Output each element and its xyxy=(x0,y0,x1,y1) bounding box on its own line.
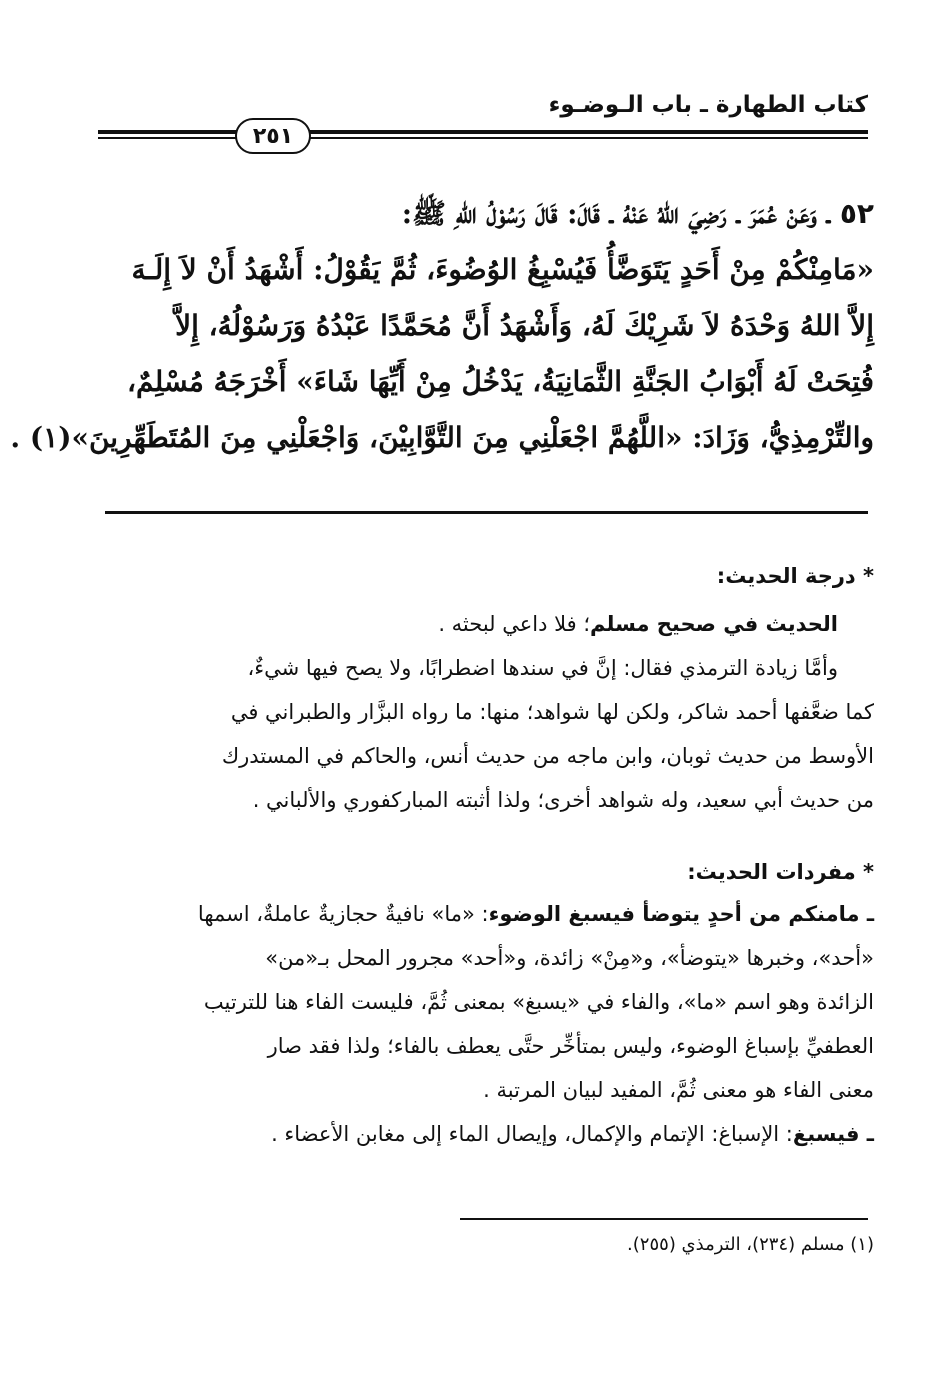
grade-line xyxy=(72,602,874,646)
grade-line: كما ضعَّفها أحمد شاكر، ولكن لها شواهد؛ منها: ما رواه البزَّار والطبراني في xyxy=(230,700,874,724)
hadith-text xyxy=(10,186,874,466)
grade-section xyxy=(72,558,874,822)
header-rule-thick xyxy=(98,130,868,134)
footnote: (١) مسلم (٢٣٤)، الترمذي (٢٥٥). xyxy=(627,1234,874,1255)
header-rule xyxy=(98,128,868,144)
header-rule-thin xyxy=(98,137,868,139)
vocabulary-list xyxy=(72,892,874,1156)
page-number: ٢٥١ xyxy=(235,118,311,154)
vocabulary-section xyxy=(72,852,874,1156)
vocabulary-line: «أحد»، وخبرها «يتوضأ»، و«مِنْ» زائدة، و«أحد» مجرور المحل بـ«من» xyxy=(265,946,874,970)
vocabulary-item xyxy=(72,892,874,936)
hadith-line: «مَامِنْكُمْ مِنْ أَحَدٍ يَتَوَضَّأُ فَيُسْبِغُ الوُضُوءَ، ثُمَّ يَقُوْلُ: أَشْهَدُ أَنْ لاَ إِلَـهَ xyxy=(131,253,874,286)
footnote-rule xyxy=(460,1218,868,1220)
vocabulary-term: ـ مامنكم من أحدٍ يتوضأ فيسبغ الوضوء xyxy=(488,902,874,926)
grade-line-bold: الحديث في صحيح مسلم xyxy=(590,612,838,636)
grade-line: الأوسط من حديث ثوبان، وابن ماجه من حديث أنس، والحاكم في المستدرك xyxy=(221,744,874,768)
vocabulary-definition: : «ما» نافيةٌ حجازيةٌ عاملةٌ، اسمها xyxy=(197,902,489,926)
hadith-line-text: ـ وَعَنْ عُمَرَ ـ رَضِيَ اللهُ عَنْهُ ـ قَالَ: قَالَ رَسُوْلُ اللهِ ﷺ: xyxy=(401,197,831,230)
hadith-line: والتِّرْمِذِيُّ، وَزَادَ: «اللَّهُمَّ اجْعَلْنِي مِنَ التَّوَّابِيْنَ، وَاجْعَلْنِي مِنَ المُتَطَهِّرِينَ»(١) . xyxy=(10,421,874,454)
vocabulary-line: العطفيِّ بإسباغ الوضوء، وليس بمتأخِّر حتَّى يعطف بالفاء؛ ولذا فقد صار xyxy=(267,1034,874,1058)
hadith-line xyxy=(70,186,874,242)
vocabulary-term: ـ فيسبغ xyxy=(792,1122,874,1146)
grade-line: من حديث أبي سعيد، وله شواهد أخرى؛ ولذا أثبته المباركفوري والألباني . xyxy=(252,788,874,812)
vocabulary-heading: * مفردات الحديث: xyxy=(687,860,874,884)
vocabulary-line: الزائدة وهو اسم «ما»، والفاء في «يسبغ» بمعنى ثُمَّ، فليست الفاء هنا للترتيب xyxy=(203,990,874,1014)
grade-heading: * درجة الحديث: xyxy=(716,564,874,588)
vocabulary-line: معنى الفاء هو معنى ثُمَّ، المفيد لبيان المرتبة . xyxy=(483,1078,874,1102)
grade-line: وأمَّا زيادة الترمذي فقال: إنَّ في سندها اضطرابًا، ولا يصح فيها شيءٌ، xyxy=(247,656,838,680)
section-divider xyxy=(105,511,868,514)
grade-paragraph xyxy=(72,602,874,822)
hadith-line: فُتِحَتْ لَهُ أَبْوَابُ الجَنَّةِ الثَّمَانِيَةُ، يَدْخُلُ مِنْ أَيِّهَا شَاءَ» أَخْرَجَهُ مُسْلِمٌ، xyxy=(127,365,874,398)
vocabulary-definition: : الإسباغ: الإتمام والإكمال، وإيصال الماء إلى مغابن الأعضاء . xyxy=(271,1122,793,1146)
running-header: كتاب الطهارة ـ باب الـوضـوء xyxy=(548,92,868,118)
hadith-number: ٥٢ xyxy=(839,197,874,230)
vocabulary-item xyxy=(72,1112,874,1156)
grade-line-rest: ؛ فلا داعي لبحثه . xyxy=(438,612,591,636)
hadith-line: إِلاَّ اللهُ وَحْدَهُ لاَ شَرِيْكَ لَهُ، وَأَشْهَدُ أَنَّ مُحَمَّدًا عَبْدُهُ وَرَسُوْلُهُ، إِلاَّ xyxy=(175,309,874,342)
